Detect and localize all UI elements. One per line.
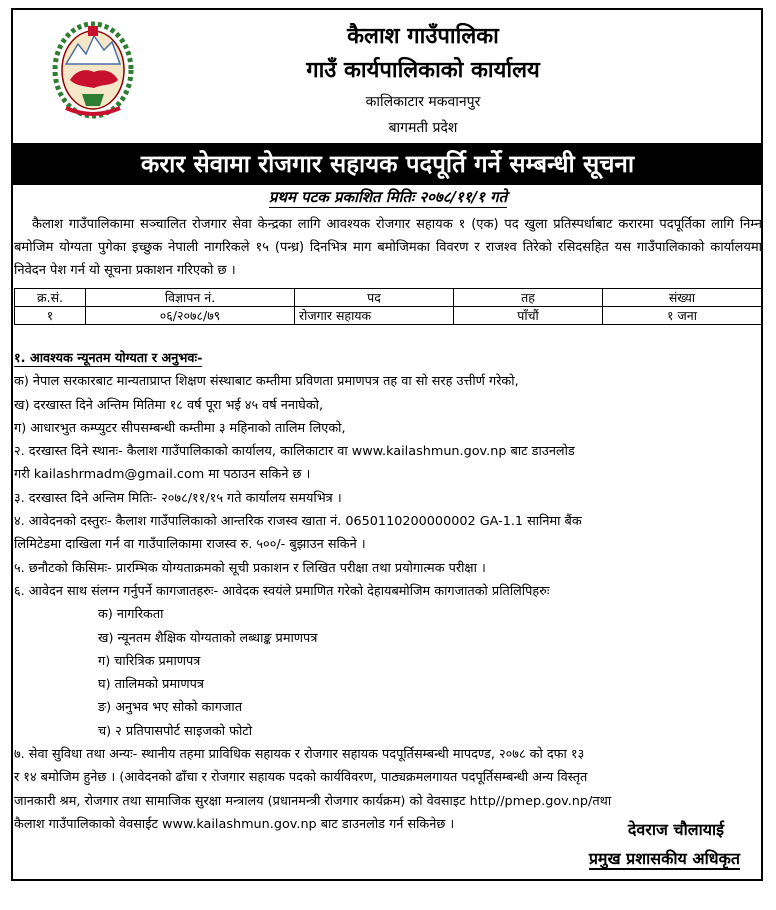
section-7-line-4: कैलाश गाउँपालिकाको वेवसाईट www.kailashmun.gov.np बाट डाउनलोड गर्न सकिनेछ ।: [14, 816, 455, 832]
requirement-a: क) नेपाल सरकारबाट मान्यताप्राप्त शिक्षण संस्थाबाट कम्तीमा प्रविणता प्रमाणपत्र तह वा सो सरह उत्तीर्ण गरेको,: [14, 374, 519, 390]
section-1-heading-text: १. आवश्यक न्यूनतम योग्यता र अनुभवः-: [14, 351, 203, 366]
col-level: तह: [454, 289, 603, 307]
section-2-line-1: २. दरखास्त दिने स्थानः- कैलाश गाउँपालिकाको कार्यालय, कालिकाटार वा www.kailashmun.gov.np बाट डाउनलोड: [14, 444, 575, 460]
section-1-heading: [14, 347, 762, 370]
province-name: बागमती प्रदेश: [388, 120, 458, 136]
cell-serial: १: [15, 307, 86, 325]
document-item-character: ग) चारित्रिक प्रमाणपत्र: [98, 653, 201, 669]
section-2-line-2: गरी kailashrmadm@gmail.com मा पठाउन सकिने छ ।: [14, 467, 311, 483]
cell-count: १ जना: [603, 307, 762, 325]
section-3: ३. दरखास्त दिने अन्तिम मितिः- २०७८/११/१५ गते कार्यालय समयभित्र ।: [14, 490, 342, 506]
cell-level: पाँचौं: [454, 307, 603, 325]
office-name: गाउँ कार्यपालिकाको कार्यालय: [306, 58, 540, 83]
col-count: संख्या: [603, 289, 762, 307]
col-serial: क्र.सं.: [15, 289, 86, 307]
section-6: ६. आवेदन साथ संलग्न गर्नुपर्ने कागजातहरुः- आवेदक स्वयंले प्रमाणित गरेको देहायबमोजिम कागजातको प्रतिलिपिहरुः: [14, 583, 550, 599]
section-7-line-2: र १४ बमोजिम हुनेछ । (आवेदनको ढाँचा र रोजगार सहायक पदको कार्यविवरण, पाठ्यक्रमलगायत पदपूर्तिसम्बन्धी अन्य विस्तृत: [14, 770, 588, 786]
section-4-line-1: ४. आवेदनको दस्तुरः- कैलाश गाउँपालिकाको आन्तरिक राजस्व खाता नं. 0650110200000002 GA-1.1 सानिमा बैंक: [14, 514, 582, 530]
col-post: पद: [295, 289, 454, 307]
intro-paragraph: कैलाश गाउँपालिकामा सञ्चालित रोजगार सेवा केन्द्रका लागि आवश्यक रोजगार सहायक १ (एक) पद खुला प्रतिस्पर्धाबाट करारमा पदपूर्तिका लागि निम्न बमोजिम योग्यता पुगेका इच्छुक नेपाली नागरिकले १५ (पन्ध्र) दिनभित्र माग बमोजिमका विवरण र राजश्व तिरेको रसिदसहित यस गाउँपालिकाको कार्यालयमा निवेदन पेश गर्न यो सूचना प्रकाशन गरिएको छ ।: [14, 217, 762, 278]
publish-date: [0, 187, 776, 207]
notice-body: [14, 347, 762, 836]
office-location: कालिकाटार मकवानपुर: [365, 94, 481, 110]
col-ad-number: विज्ञापन नं.: [86, 289, 295, 307]
org-name: कैलाश गाउँपालिका: [347, 24, 499, 49]
publish-date-text: प्रथम पटक प्रकाशित मितिः २०७८/११/१ गते: [268, 188, 508, 206]
document-item-training: घ) तालिमको प्रमाणपत्र: [98, 677, 204, 693]
requirement-c: ग) आधारभुत कम्प्युटर सीपसम्बन्धी कम्तीमा ३ महिनाको तालिम लिएको,: [14, 420, 346, 436]
document-item-citizenship: क) नागरिकता: [98, 607, 164, 623]
table-row: [15, 307, 762, 325]
section-7-line-1: ७. सेवा सुविधा तथा अन्यः- स्थानीय तहमा प्राविधिक सहायक र रोजगार सहायक पदपूर्तिसम्बन्धी मापदण्ड, २०७८ को दफा १३: [14, 747, 585, 763]
signatory-title-text: प्रमुख प्रशासकीय अधिकृत: [588, 849, 740, 868]
vacancy-table: [14, 288, 762, 325]
section-4-line-2: लिमिटेडमा दाखिला गर्न वा गाउँपालिकामा राजस्व रु. ५००/- बुझाउन सकिने ।: [14, 537, 366, 553]
section-5: ५. छनौटको किसिमः- प्रारम्भिक योग्यताक्रमको सूची प्रकाशन र लिखित परीक्षा तथा प्रयोगात्मक परीक्षा ।: [14, 560, 486, 576]
document-item-experience: ङ) अनुभव भए सोको कागजात: [98, 700, 243, 716]
document-item-marksheet: ख) न्यूनतम शैक्षिक योग्यताको लब्धाङ्क प्रमाणपत्र: [98, 630, 318, 646]
signatory-name: देवराज चौलायाई: [627, 820, 724, 839]
cell-ad-number: ०६/२०७८/७९: [86, 307, 295, 325]
document-item-photo: च) २ प्रतिपासपोर्ट साइजको फोटो: [98, 723, 253, 739]
table-header-row: [15, 289, 762, 307]
requirement-b: ख) दरखास्त दिने अन्तिम मितिमा १८ वर्ष पूरा भई ४५ वर्ष ननाघेको,: [14, 397, 324, 413]
cell-post: रोजगार सहायक: [295, 307, 454, 325]
notice-title-banner: करार सेवामा रोजगार सहायक पदपूर्ति गर्ने सम्बन्धी सूचना: [13, 143, 762, 185]
section-7-line-3: जानकारी श्रम, रोजगार तथा सामाजिक सुरक्षा मन्त्रालय (प्रधानमन्त्री रोजगार कार्यक्रम) को वेवसाइट http//pmep.gov.np/तथा: [14, 793, 612, 809]
signatory-title: [589, 847, 740, 869]
